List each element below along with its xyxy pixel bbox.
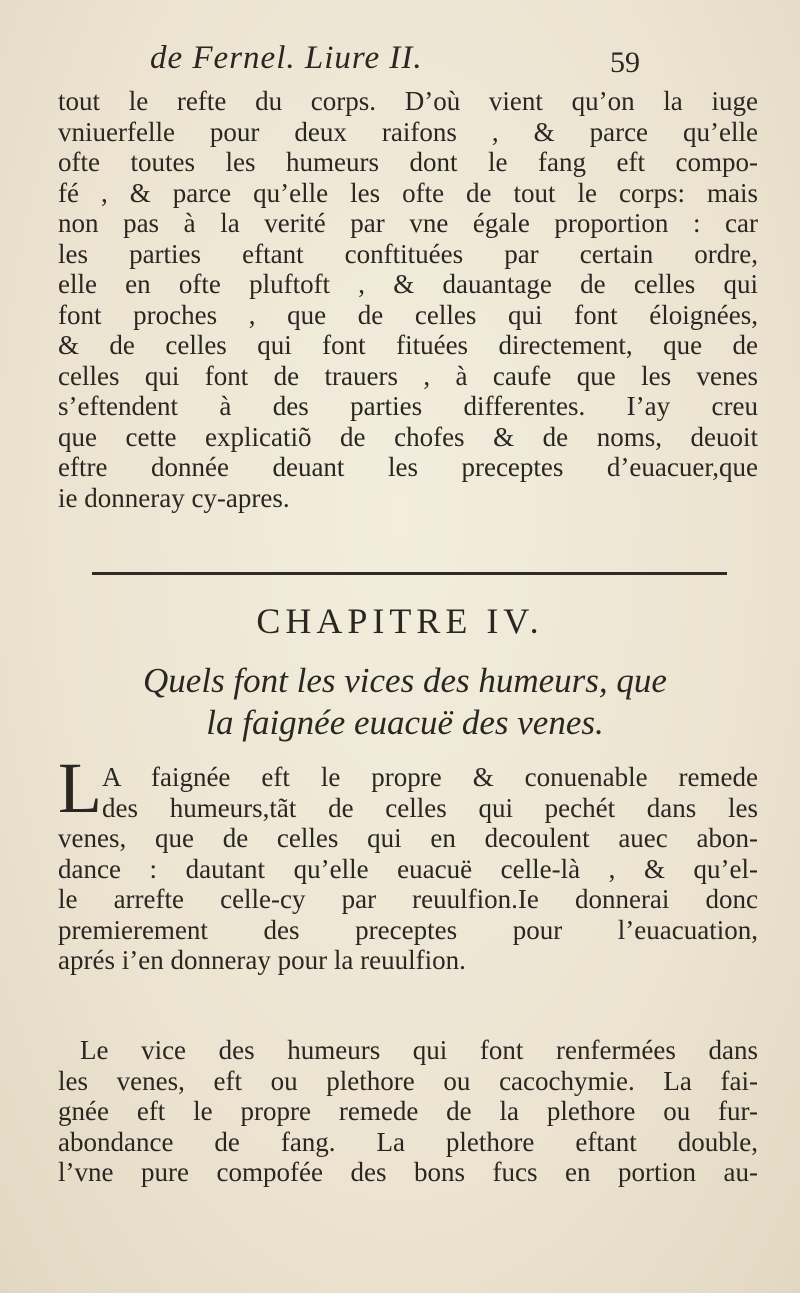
page-number: 59 (610, 46, 640, 79)
text-line: dance : dautant qu’elle euacuë celle-là , & qu’el- (58, 853, 758, 884)
text-line: le arrefte celle-cy par reuulfion.Ie donnerai donc (58, 884, 758, 914)
text-line: Le vice des humeurs qui font renfermées dans (80, 1035, 758, 1065)
subtitle-line: Quels font les vices des humeurs, que (143, 661, 667, 700)
text-line: tout le refte du corps. D’où vient qu’on la iuge (58, 86, 758, 116)
text-line: ofte toutes les humeurs dont le fang eft compo- (58, 147, 758, 177)
text-line: venes, que de celles qui en decoulent auec abon- (58, 823, 758, 853)
text-line: ie donneray cy-apres. (58, 482, 290, 513)
text-line: que cette explicatiõ de chofes & de noms, deuoit (58, 421, 758, 452)
text-line: font proches , que de celles qui font éloignées, (58, 299, 758, 330)
paragraph-body (58, 1035, 758, 1188)
text-line: l’vne pure compofée des bons fucs en portion au- (58, 1157, 758, 1187)
text-line: celles qui font de trauers , à caufe que les venes (58, 360, 758, 391)
text-line: abondance de fang. La plethore eftant double, (58, 1126, 758, 1157)
text-line: s’eftendent à des parties differentes. I’ay creu (58, 391, 758, 421)
paragraph-continued (58, 86, 758, 513)
text-line: premierement des preceptes pour l’euacuation, (58, 914, 758, 945)
chapter-title: CHAPITRE IV. (256, 601, 544, 641)
text-line: non pas à la verité par vne égale proportion : car (58, 208, 758, 238)
text-line: aprés i’en donneray pour la reuulfion. (58, 945, 466, 975)
text-line: fé , & parce qu’elle les ofte de tout le corps: mais (58, 177, 758, 208)
text-line: vniuerfelle pour deux raifons , & parce qu’elle (58, 116, 758, 147)
text-line: les venes, eft ou plethore ou cacochymie. La fai- (58, 1065, 758, 1096)
text-line: A faignée eft le propre & conuenable remede (102, 762, 758, 792)
text-line: eftre donnée deuant les preceptes d’euacuer,que (58, 452, 758, 482)
drop-cap: L (58, 748, 102, 828)
section-divider (92, 572, 727, 575)
running-title: de Fernel. Liure II. (150, 40, 423, 76)
page-header (150, 40, 640, 90)
text-line: & de celles qui font fituées directement, que de (58, 330, 758, 360)
text-line: des humeurs,tãt de celles qui pechét dans les (102, 792, 758, 823)
subtitle-line: la faignée euacuë des venes. (206, 703, 604, 742)
text-line: gnée eft le propre remede de la plethore ou fur- (58, 1096, 758, 1126)
text-line: elle en ofte pluftoft , & dauantage de celles qui (58, 269, 758, 299)
paragraph-opening (58, 762, 758, 976)
text-line: les parties eftant conftituées par certain ordre, (58, 238, 758, 269)
chapter-subtitle (60, 660, 750, 744)
